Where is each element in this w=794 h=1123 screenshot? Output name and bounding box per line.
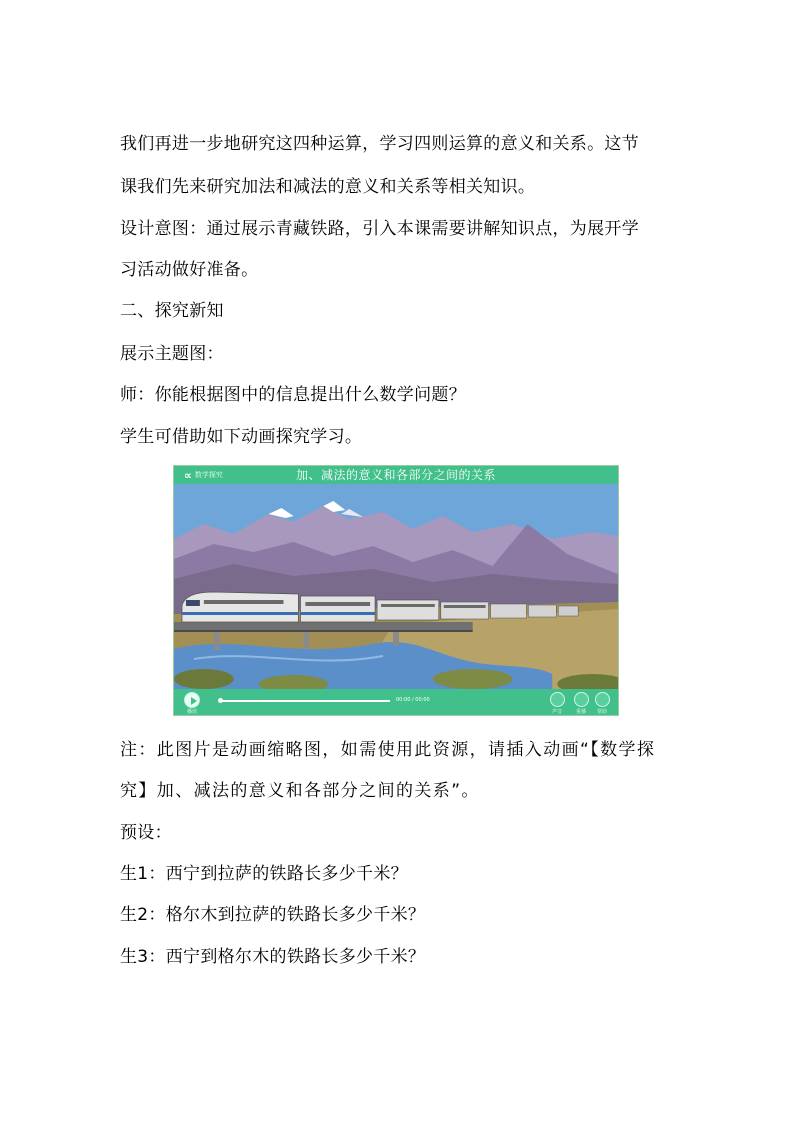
railway-scene bbox=[174, 484, 618, 691]
progress-track[interactable] bbox=[220, 700, 390, 702]
player-controls bbox=[174, 689, 618, 715]
teacher-question: 师：你能根据图中的信息提出什么数学问题？ bbox=[120, 385, 466, 405]
animation-thumbnail[interactable] bbox=[173, 465, 619, 716]
show-theme-image: 展示主题图： bbox=[120, 344, 224, 364]
student-answer-3: 生3：西宁到格尔木的铁路长多少千米？ bbox=[120, 947, 426, 967]
paragraph-1: 我们再进一步地研究这四种运算，学习四则运算的意义和关系。这节 bbox=[120, 134, 639, 154]
preset-heading: 预设： bbox=[120, 823, 172, 843]
student-instruction: 学生可借助如下动画探究学习。 bbox=[120, 427, 363, 447]
design-intent: 设计意图：通过展示青藏铁路，引入本课需要讲解知识点，为展开学 bbox=[120, 219, 639, 239]
play-label: 播放 bbox=[187, 709, 198, 715]
design-intent-cont: 习活动做好准备。 bbox=[120, 260, 259, 280]
timecode: 00:00 / 00:00 bbox=[396, 697, 430, 703]
student-answer-2: 生2：格尔木到拉萨的铁路长多少千米？ bbox=[120, 905, 426, 925]
replay-label: 重播 bbox=[575, 709, 586, 715]
logo-text: 数学探究 bbox=[194, 471, 223, 479]
logo-mark-icon: ∝ bbox=[184, 468, 192, 482]
player-title: 加、减法的意义和各部分之间的关系 bbox=[295, 468, 496, 482]
section-heading: 二、探究新知 bbox=[120, 301, 224, 321]
player-header bbox=[174, 466, 618, 484]
note-line-1: 注：此图片是动画缩略图，如需使用此资源，请插入动画“【数学探 bbox=[120, 740, 656, 760]
play-button[interactable] bbox=[184, 692, 200, 708]
replay-button[interactable] bbox=[574, 692, 589, 707]
help-label: 帮助 bbox=[596, 709, 607, 715]
help-button[interactable] bbox=[595, 692, 610, 707]
sound-button[interactable] bbox=[550, 692, 565, 707]
sound-label: 声音 bbox=[551, 709, 562, 715]
paragraph-2: 课我们先来研究加法和减法的意义和关系等相关知识。 bbox=[120, 177, 536, 197]
student-answer-1: 生1：西宁到拉萨的铁路长多少千米？ bbox=[120, 864, 408, 884]
note-line-2: 究】加、减法的意义和各部分之间的关系”。 bbox=[120, 781, 480, 801]
progress-knob[interactable] bbox=[218, 698, 223, 703]
